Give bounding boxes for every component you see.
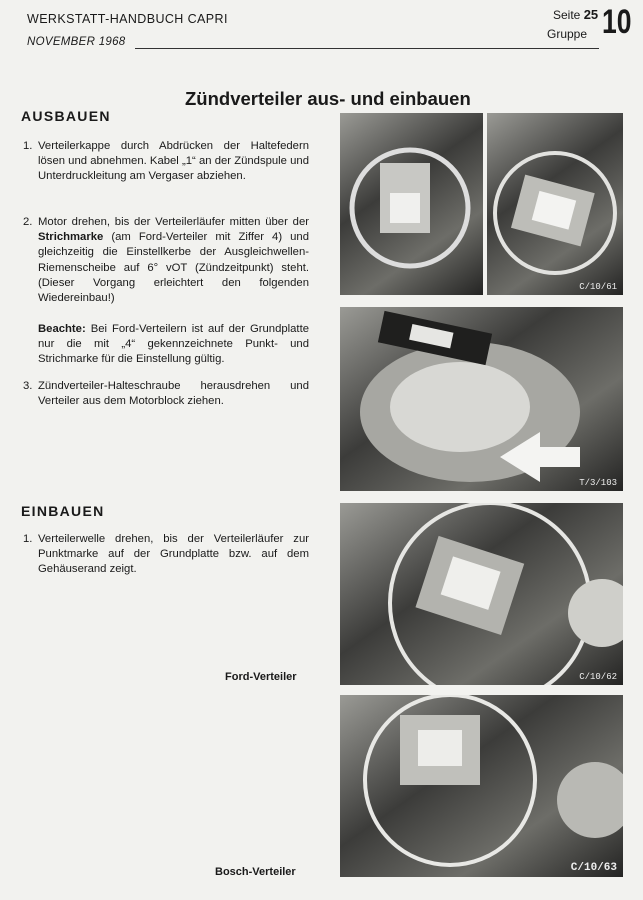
photo-code: C/10/63 xyxy=(570,862,617,874)
section-heading-einbauen: EINBAUEN xyxy=(21,503,105,519)
header-rule xyxy=(135,48,599,49)
note xyxy=(38,322,309,368)
step-number: 1. xyxy=(23,140,33,152)
photo-illustration xyxy=(487,113,623,295)
group-number: 10 xyxy=(602,3,632,41)
step-text: Zündverteiler-Halteschraube herausdrehen und Verteiler aus dem Motorblock ziehen. xyxy=(38,380,309,408)
photo-rotor-alignment xyxy=(340,307,623,491)
photo-illustration xyxy=(340,695,623,877)
photo-illustration xyxy=(340,113,483,295)
manual-date: NOVEMBER 1968 xyxy=(27,36,126,48)
page-label: Seite xyxy=(553,8,581,22)
step-text-part: Motor drehen, bis der Verteilerläufer mitten über der xyxy=(38,216,309,228)
note-label: Beachte: xyxy=(38,323,86,335)
step-1 xyxy=(23,139,309,185)
einbauen-step-1 xyxy=(23,532,309,578)
page-number: 25 xyxy=(583,7,599,22)
step-number: 2. xyxy=(23,216,33,228)
step-2 xyxy=(23,215,309,306)
caption-bosch: Bosch-Verteiler xyxy=(215,866,296,878)
caption-ford: Ford-Verteiler xyxy=(225,671,297,683)
step-text: Verteilerwelle drehen, bis der Verteilerläufer zur Punktmarke auf der Grundplatte bzw. auf dem Gehäuserand zeigt. xyxy=(38,533,309,576)
step-text: Verteilerkappe durch Abdrücken der Haltefedern lösen und abnehmen. Kabel „1“ an der Zündspule und Unterdruckleitung am Vergaser abziehen. xyxy=(38,140,309,183)
step-number: 3. xyxy=(23,380,33,392)
step-text xyxy=(38,215,309,306)
photo-distributor-ford-top xyxy=(487,113,623,295)
page-title: Zündverteiler aus- und einbauen xyxy=(185,88,471,109)
photo-code: C/10/62 xyxy=(579,672,617,682)
photo-illustration xyxy=(340,307,623,491)
group-label: Gruppe xyxy=(547,27,588,41)
photo-distributor-bosch-top xyxy=(340,113,483,295)
step-3 xyxy=(23,379,309,409)
step-text-part: (am Ford-Verteiler mit Ziffer 4) und gleichzeitig die Einstellkerbe der Ausgleichwellen-Riemenscheibe auf 6° vOT (Zündzeitpunkt) steht. (Dieser Vorgang erleichtert den folgenden Wiedereinbau!) xyxy=(38,231,309,305)
step-text-bold: Strichmarke xyxy=(38,231,104,244)
page-indicator xyxy=(553,7,598,22)
photo-bosch-distributor xyxy=(340,695,623,877)
photo-ford-distributor xyxy=(340,503,623,685)
section-heading-ausbauen: AUSBAUEN xyxy=(21,108,111,124)
manual-title: WERKSTATT-HANDBUCH CAPRI xyxy=(27,12,228,26)
step-number: 1. xyxy=(23,533,33,545)
photo-code: T/3/103 xyxy=(579,478,617,488)
photo-code: C/10/61 xyxy=(579,282,617,292)
note-text: Bei Ford-Verteilern ist auf der Grundplatte nur die mit „4“ gekennzeichnete Punkt- und Strichmarke für die Einstellung gültig. xyxy=(38,323,309,366)
photo-illustration xyxy=(340,503,623,685)
